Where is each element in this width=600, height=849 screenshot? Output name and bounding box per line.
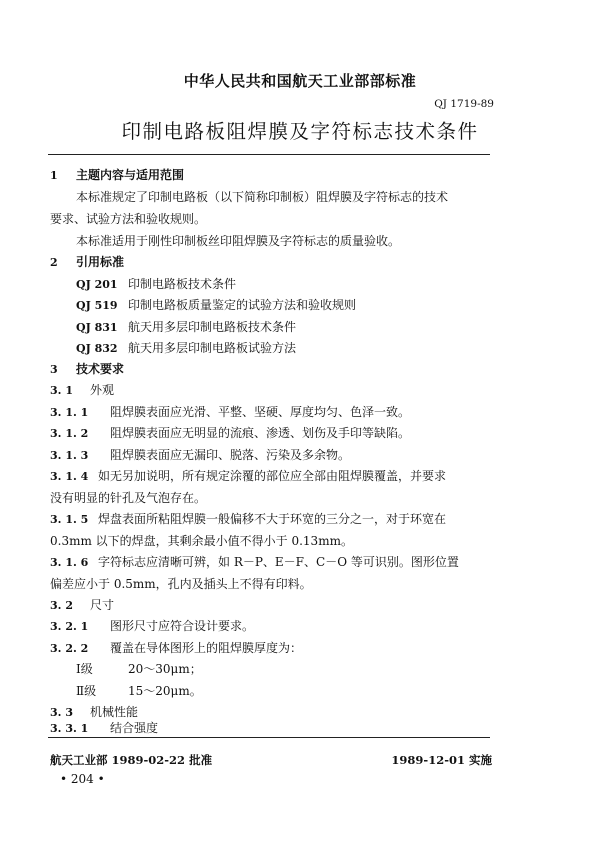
reference-item	[76, 275, 236, 292]
clause-3-1-1	[50, 403, 410, 420]
clause-number: 3. 3. 1	[50, 722, 89, 735]
clause-3-1-5	[50, 510, 446, 527]
document-title: 印制电路板阻焊膜及字符标志技术条件	[121, 120, 479, 143]
reference-title: 航天用多层印制电路板试验方法	[128, 341, 297, 355]
clause-number: 3. 2. 2	[50, 642, 89, 655]
clause-title: 机械性能	[90, 705, 139, 719]
level-label: Ⅰ级	[76, 662, 93, 676]
effective-date-line: 1989-12-01 实施	[391, 753, 492, 767]
clause-title: 尺寸	[90, 598, 115, 612]
footer-rule	[48, 737, 490, 738]
reference-item	[76, 296, 356, 313]
paragraph-line: 本标准规定了印制电路板（以下简称印制板）阻焊膜及字符标志的技术	[76, 190, 449, 204]
reference-item	[76, 339, 296, 356]
paragraph-line: 本标准适用于刚性印制板丝印阻焊膜及字符标志的质量验收。	[76, 234, 401, 248]
reference-item	[76, 318, 296, 335]
clause-number: 3. 2	[50, 599, 73, 612]
reference-code: QJ 831	[76, 321, 118, 334]
clause-text: 如无另加说明，所有规定涂覆的部位应全部由阻焊膜覆盖，并要求	[98, 469, 447, 483]
clause-3-1-2	[50, 424, 410, 441]
section-3-heading	[50, 360, 124, 377]
thickness-level-row	[76, 682, 202, 699]
page-number: • 204 •	[60, 772, 105, 786]
standard-code: QJ 1719-89	[434, 98, 494, 110]
clause-number: 3. 3	[50, 706, 73, 719]
section-2-heading	[50, 253, 124, 270]
paragraph-line: 0.3mm 以下的焊盘，其剩余最小值不得小于 0.13mm。	[50, 534, 353, 548]
clause-text: 阻焊膜表面应光滑、平整、坚硬、厚度均匀、色泽一致。	[110, 405, 411, 419]
clause-text: 阻焊膜表面应无明显的流痕、渗透、划伤及手印等缺陷。	[110, 426, 411, 440]
approval-line: 航天工业部 1989-02-22 批准	[50, 753, 213, 767]
reference-title: 航天用多层印制电路板技术条件	[128, 320, 297, 334]
subsection-3-2-heading	[50, 596, 114, 613]
section-number: 2	[50, 256, 58, 269]
section-number: 1	[50, 169, 58, 182]
clause-number: 3. 1. 4	[50, 470, 89, 483]
clause-3-1-3	[50, 446, 350, 463]
reference-title: 印制电路板质量鉴定的试验方法和验收规则	[128, 298, 357, 312]
paragraph-line: 偏差应小于 0.5mm，孔内及插头上不得有印料。	[50, 577, 312, 591]
clause-number: 3. 1. 2	[50, 427, 89, 440]
clause-number: 3. 1. 1	[50, 406, 89, 419]
clause-text: 图形尺寸应符合设计要求。	[110, 619, 255, 633]
section-title: 引用标准	[76, 255, 125, 269]
thickness-level-row	[76, 660, 202, 677]
clause-number: 3. 2. 1	[50, 620, 89, 633]
clause-number: 3. 1. 3	[50, 449, 89, 462]
clause-number: 3. 1	[50, 384, 73, 397]
clause-text: 阻焊膜表面应无漏印、脱落、污染及多余物。	[110, 448, 351, 462]
reference-code: QJ 519	[76, 299, 118, 312]
clause-3-1-6	[50, 553, 459, 570]
level-value: 20～30μm；	[128, 662, 202, 676]
section-number: 3	[50, 363, 58, 376]
clause-3-2-2	[50, 639, 302, 656]
reference-code: QJ 832	[76, 342, 118, 355]
clause-number: 3. 1. 6	[50, 556, 89, 569]
reference-code: QJ 201	[76, 278, 118, 291]
clause-3-2-1	[50, 617, 254, 634]
clause-title: 外观	[90, 383, 115, 397]
level-value: 15～20μm。	[128, 684, 202, 698]
section-title: 主题内容与适用范围	[76, 168, 185, 182]
clause-text: 焊盘表面所粘阻焊膜一般偏移不大于环宽的三分之一，对于环宽在	[98, 512, 447, 526]
paragraph-line: 要求、试验方法和验收规则。	[50, 212, 207, 226]
standard-org-heading: 中华人民共和国航天工业部部标准	[183, 72, 417, 90]
clause-text: 字符标志应清晰可辨，如 R－P、E－F、C－O 等可识别。图形位置	[98, 555, 459, 569]
clause-3-3-1	[50, 719, 158, 736]
clause-number: 3. 1. 5	[50, 513, 89, 526]
subsection-3-1-heading	[50, 381, 114, 398]
paragraph-line: 没有明显的针孔及气泡存在。	[50, 491, 207, 505]
header-rule	[48, 154, 490, 155]
reference-title: 印制电路板技术条件	[128, 277, 237, 291]
section-title: 技术要求	[76, 362, 125, 376]
clause-3-1-4	[50, 467, 446, 484]
level-label: Ⅱ级	[76, 684, 97, 698]
section-1-heading	[50, 166, 184, 183]
clause-text: 结合强度	[110, 721, 159, 735]
subsection-3-3-heading	[50, 703, 138, 720]
clause-text: 覆盖在导体图形上的阻焊膜厚度为：	[110, 641, 303, 655]
